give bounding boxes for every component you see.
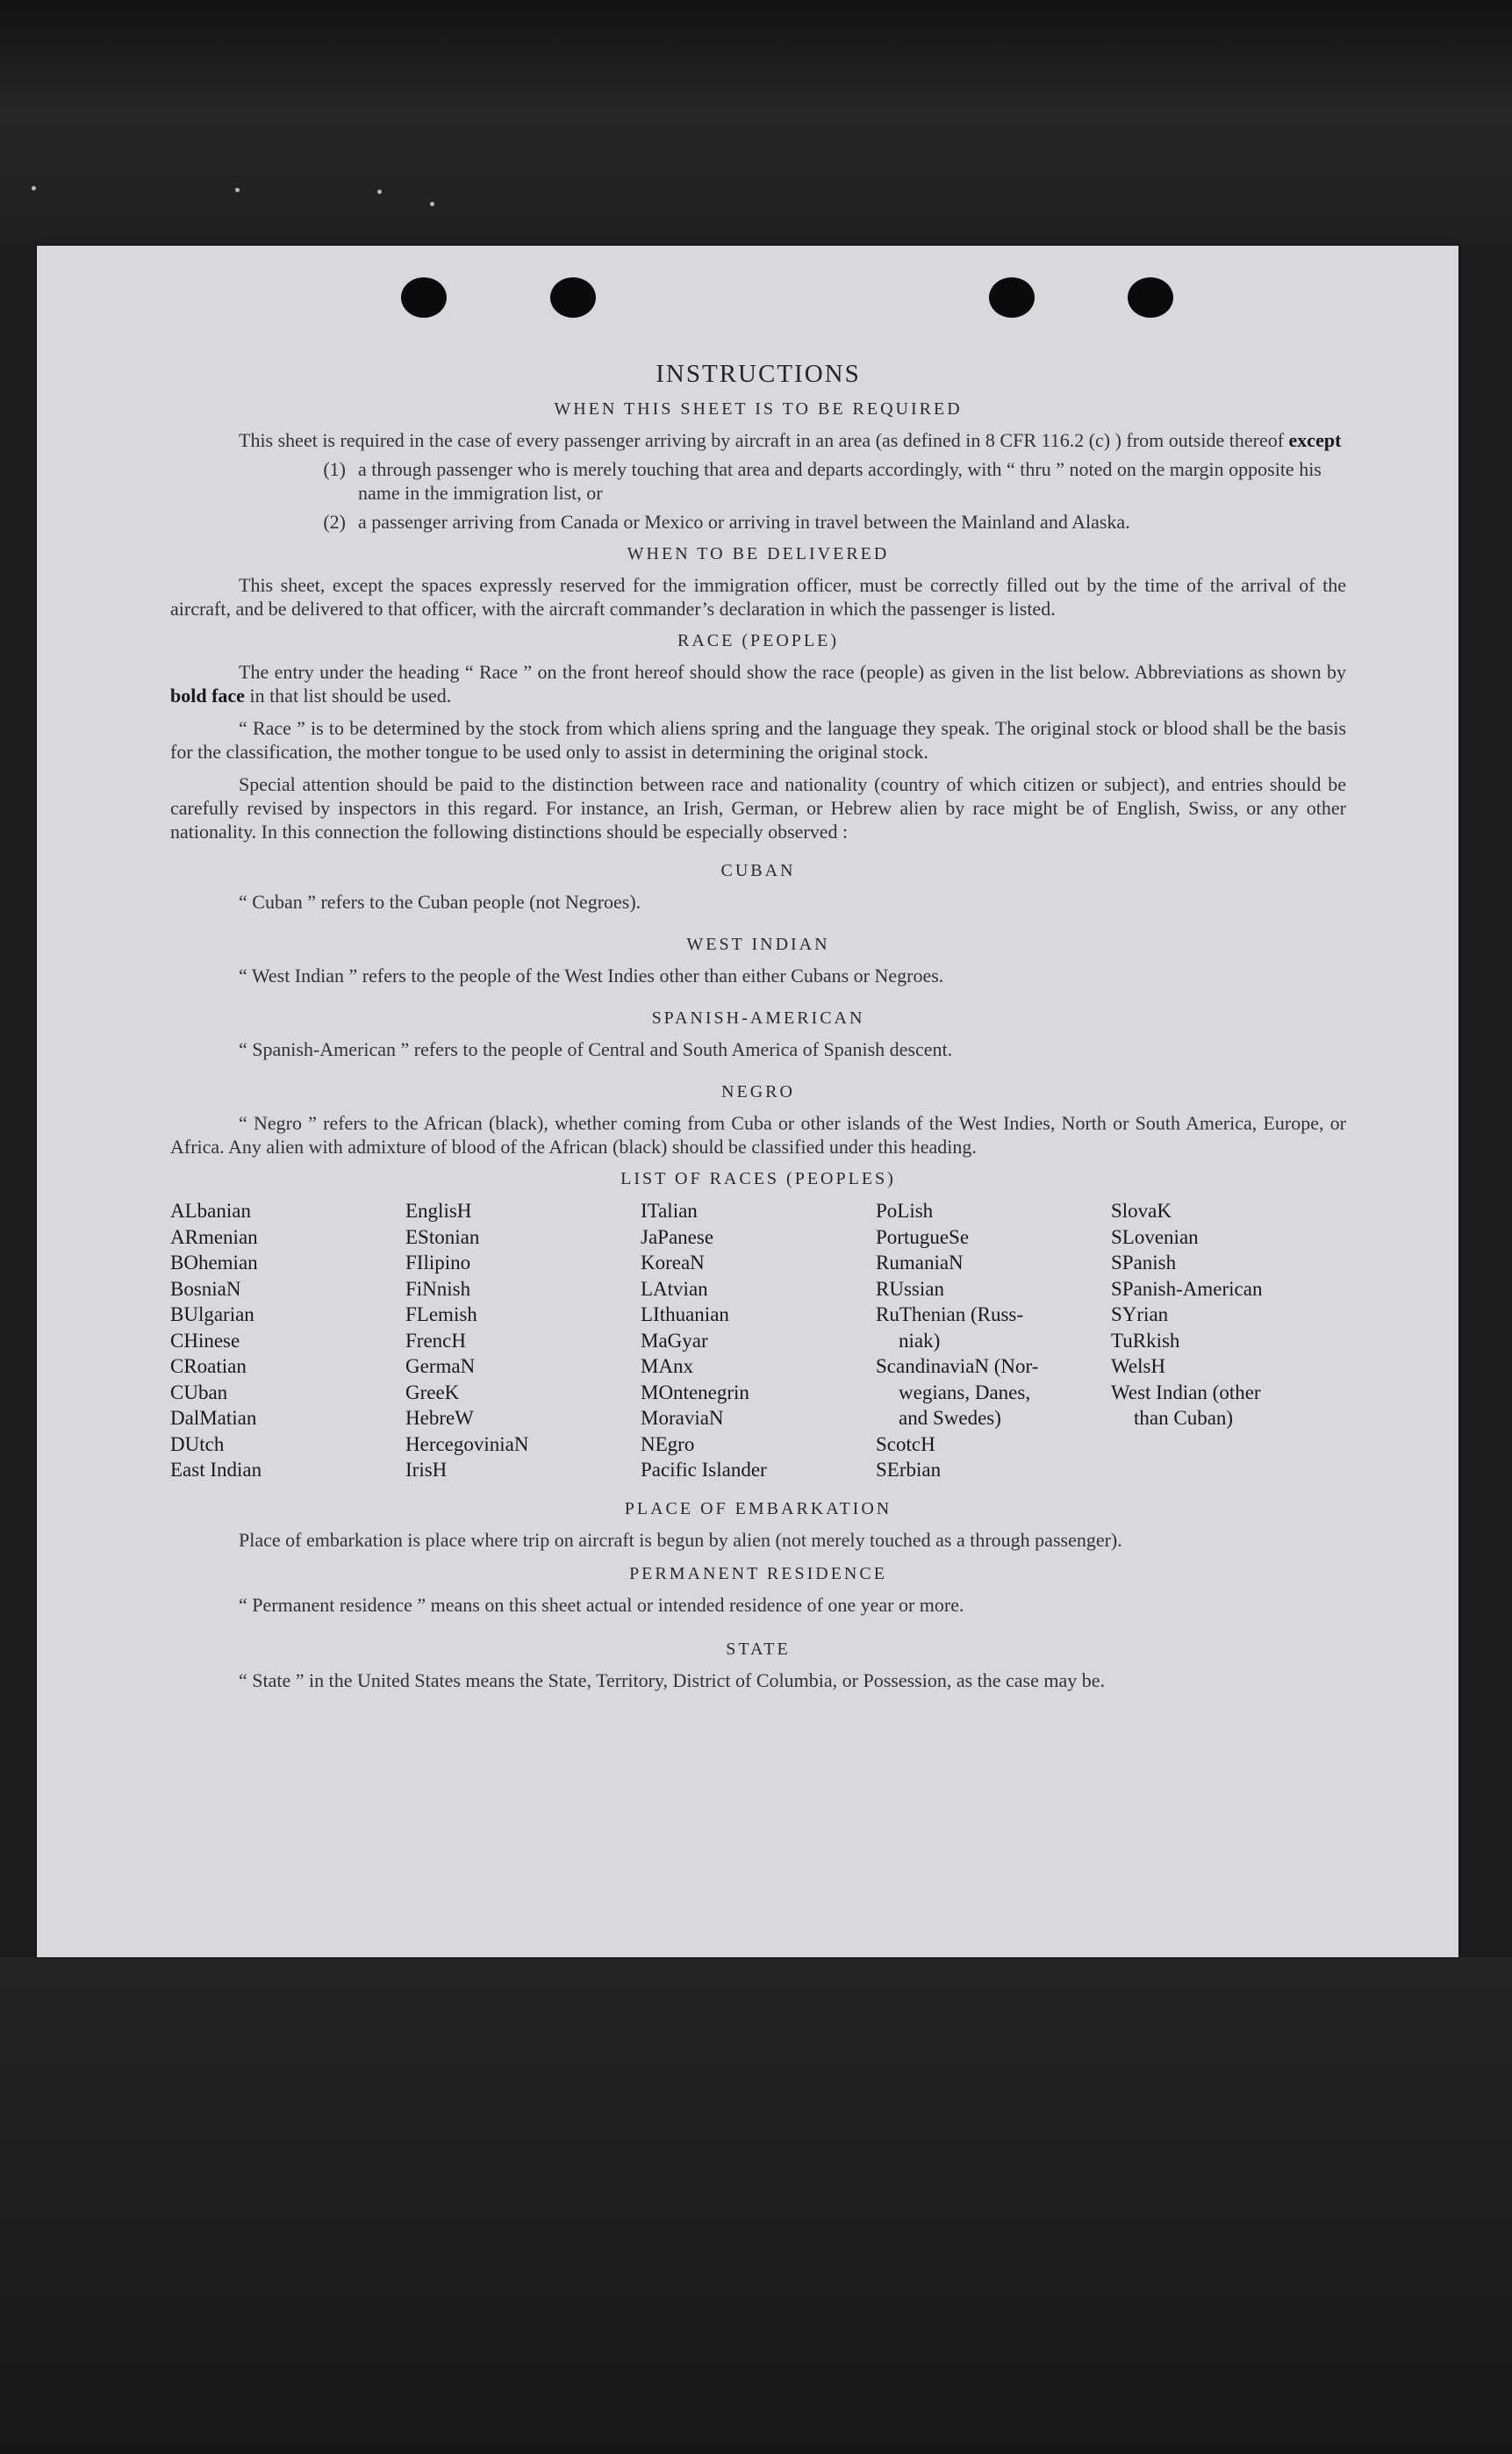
race-entry: RuThenian (Russ- bbox=[876, 1303, 1024, 1325]
race-entry: HebreW bbox=[405, 1407, 474, 1429]
race-entry: FiNnish bbox=[405, 1277, 471, 1300]
race-entry: WelsH bbox=[1111, 1355, 1166, 1377]
races-list bbox=[170, 1198, 1346, 1483]
race-entry: GreeK bbox=[405, 1381, 460, 1403]
race-entry: ARmenian bbox=[170, 1225, 258, 1248]
section-heading: SPANISH-AMERICAN bbox=[651, 1008, 865, 1028]
race-entry: NEgro bbox=[641, 1432, 695, 1455]
punch-hole bbox=[989, 277, 1035, 318]
paragraph: “ Race ” is to be determined by the stock from which aliens spring and the language they speak. The original stock or blood shall be the basis for the classification, the mother tongue to be used only to assist in determining the original stock. bbox=[170, 717, 1346, 763]
race-entry: MaGyar bbox=[641, 1329, 708, 1352]
section-heading: STATE bbox=[726, 1639, 791, 1659]
dust-speck bbox=[32, 186, 36, 190]
section-heading: WEST INDIAN bbox=[686, 935, 830, 954]
race-entry: CRoatian bbox=[170, 1355, 247, 1377]
race-entry: HercegoviniaN bbox=[405, 1432, 529, 1455]
paragraph: “ Negro ” refers to the African (black), whether coming from Cuba or other islands of the West Indies, North or South America, Europe, or Africa. Any alien with admixture of blood of the African (black) should be classified under this heading. bbox=[170, 1112, 1346, 1158]
race-entry: SLovenian bbox=[1111, 1225, 1199, 1248]
race-entry: SlovaK bbox=[1111, 1200, 1172, 1222]
race-entry: LIthuanian bbox=[641, 1303, 729, 1325]
race-entry: FIlipino bbox=[405, 1252, 471, 1274]
paragraph: This sheet is required in the case of every passenger arriving by aircraft in an area (as defined in 8 CFR 116.2 (c) ) from outside thereof except bbox=[239, 429, 1342, 451]
race-entry: EStonian bbox=[405, 1225, 480, 1248]
paragraph: The entry under the heading “ Race ” on the front hereof should show the race (people) as given in the list below. Abbreviations as shown by bold face in that list should be used. bbox=[170, 661, 1346, 707]
paragraph: “ State ” in the United States means the State, Territory, District of Columbia, or Possession, as the case may be. bbox=[239, 1668, 1106, 1691]
paragraph: Place of embarkation is place where trip on aircraft is begun by alien (not merely touched as a through passenger). bbox=[239, 1528, 1122, 1551]
race-entry: PoLish bbox=[876, 1200, 934, 1222]
races-column bbox=[876, 1198, 1111, 1483]
race-entry: DUtch bbox=[170, 1432, 225, 1455]
dust-speck bbox=[377, 190, 382, 194]
race-entry: niak) bbox=[899, 1329, 941, 1352]
paragraph: “ Permanent residence ” means on this sheet actual or intended residence of one year or more. bbox=[239, 1593, 964, 1616]
race-entry: ALbanian bbox=[170, 1200, 251, 1222]
paragraph: “ West Indian ” refers to the people of the West Indies other than either Cubans or Negroes. bbox=[239, 965, 944, 987]
section-heading: PERMANENT RESIDENCE bbox=[629, 1563, 887, 1583]
section-heading: WHEN THIS SHEET IS TO BE REQUIRED bbox=[554, 399, 963, 419]
race-entry: BosniaN bbox=[170, 1277, 241, 1300]
list-item: (1) a through passenger who is merely touching that area and departs accordingly, with “ thru ” noted on the margin opposite his name in the immigration list, or bbox=[323, 458, 1322, 504]
dust-speck bbox=[430, 202, 434, 206]
race-entry: LAtvian bbox=[641, 1277, 708, 1300]
paragraph: “ Spanish-American ” refers to the people of Central and South America of Spanish descent. bbox=[239, 1038, 953, 1060]
race-entry: than Cuban) bbox=[1134, 1407, 1234, 1429]
race-entry: MOntenegrin bbox=[641, 1381, 749, 1403]
race-entry: FLemish bbox=[405, 1303, 477, 1325]
race-entry: RumaniaN bbox=[876, 1252, 964, 1274]
race-entry: TuRkish bbox=[1111, 1329, 1180, 1352]
race-entry: IrisH bbox=[405, 1459, 448, 1481]
punch-hole bbox=[550, 277, 596, 318]
scan-background-bottom bbox=[0, 1957, 1512, 2454]
race-entry: EnglisH bbox=[405, 1200, 472, 1222]
sheet-content bbox=[170, 360, 1346, 1692]
race-entry: and Swedes) bbox=[899, 1407, 1001, 1429]
section-heading: CUBAN bbox=[720, 861, 796, 880]
section-heading: LIST OF RACES (PEOPLES) bbox=[620, 1169, 896, 1188]
race-entry: CHinese bbox=[170, 1329, 240, 1352]
race-entry: DalMatian bbox=[170, 1407, 257, 1429]
page-title: INSTRUCTIONS bbox=[656, 360, 861, 388]
races-column bbox=[170, 1198, 405, 1483]
race-entry: MAnx bbox=[641, 1355, 694, 1377]
punch-hole bbox=[401, 277, 447, 318]
section-heading: NEGRO bbox=[721, 1082, 795, 1101]
race-entry: Pacific Islander bbox=[641, 1459, 767, 1481]
races-column bbox=[1111, 1198, 1346, 1483]
race-entry: PortugueSe bbox=[876, 1225, 970, 1248]
race-entry: ITalian bbox=[641, 1200, 698, 1222]
race-entry: SYrian bbox=[1111, 1303, 1169, 1325]
races-column bbox=[405, 1198, 641, 1483]
race-entry: ScotcH bbox=[876, 1432, 935, 1455]
dust-speck bbox=[235, 188, 240, 192]
paragraph: This sheet, except the spaces expressly reserved for the immigration officer, must be correctly filled out by the time of the arrival of the aircraft, and be delivered to that officer, with the aircraft commander’s declaration in which the passenger is listed. bbox=[170, 574, 1346, 620]
race-entry: SErbian bbox=[876, 1459, 942, 1481]
punch-hole bbox=[1128, 277, 1173, 318]
race-entry: KoreaN bbox=[641, 1252, 705, 1274]
instruction-sheet bbox=[37, 246, 1458, 1957]
list-item: (2) a passenger arriving from Canada or Mexico or arriving in travel between the Mainland and Alaska. bbox=[323, 511, 1130, 533]
scan-background-top bbox=[0, 0, 1512, 246]
section-heading: RACE (PEOPLE) bbox=[677, 631, 839, 650]
race-entry: SPanish bbox=[1111, 1252, 1177, 1274]
race-entry: CUban bbox=[170, 1381, 228, 1403]
race-entry: GermaN bbox=[405, 1355, 476, 1377]
race-entry: MoraviaN bbox=[641, 1407, 724, 1429]
race-entry: RUssian bbox=[876, 1277, 944, 1300]
races-column bbox=[641, 1198, 876, 1483]
race-entry: FrencH bbox=[405, 1329, 466, 1352]
race-entry: JaPanese bbox=[641, 1225, 714, 1248]
race-entry: wegians, Danes, bbox=[899, 1381, 1031, 1403]
section-heading: WHEN TO BE DELIVERED bbox=[627, 544, 890, 563]
race-entry: SPanish-American bbox=[1111, 1277, 1263, 1300]
race-entry: East Indian bbox=[170, 1459, 262, 1481]
race-entry: BOhemian bbox=[170, 1252, 258, 1274]
race-entry: ScandinaviaN (Nor- bbox=[876, 1355, 1039, 1377]
race-entry: BUlgarian bbox=[170, 1303, 254, 1325]
paragraph: Special attention should be paid to the distinction between race and nationality (country of which citizen or subject), and entries should be carefully revised by inspectors in this regard. For instance, an Irish, German, or Hebrew alien by race might be of English, Swiss, or any other nationality. In this connection the following distinctions should be especially observed : bbox=[170, 773, 1346, 843]
section-heading: PLACE OF EMBARKATION bbox=[624, 1498, 892, 1518]
paragraph: “ Cuban ” refers to the Cuban people (not Negroes). bbox=[239, 891, 641, 913]
race-entry: West Indian (other bbox=[1111, 1381, 1261, 1403]
